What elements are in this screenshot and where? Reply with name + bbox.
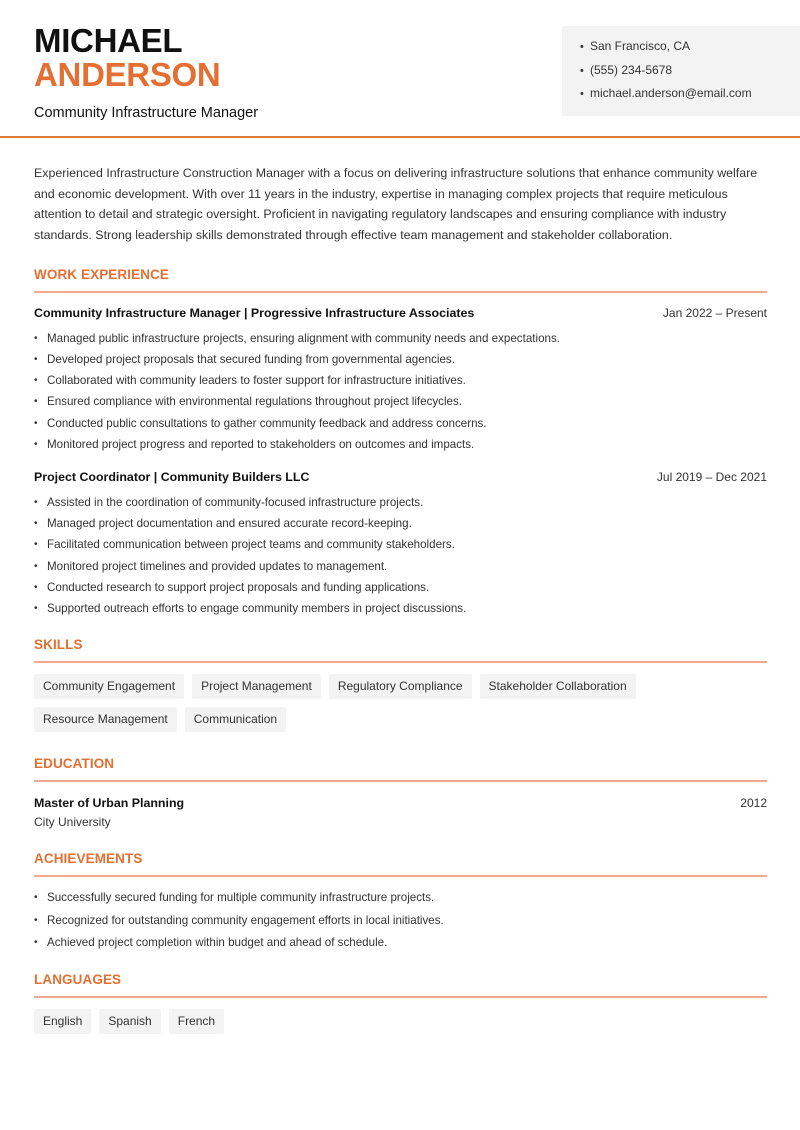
- list-item: [34, 601, 767, 622]
- bullet-text: Monitored project timelines and provided updates to management.: [47, 559, 388, 573]
- skills-tags: [34, 674, 767, 732]
- resume-content: [34, 163, 767, 1034]
- email-text: michael.anderson@email.com: [590, 86, 752, 100]
- list-item: [34, 373, 767, 394]
- section-title: LANGUAGES: [34, 972, 767, 998]
- resume-header: [0, 0, 800, 138]
- section-title: SKILLS: [34, 637, 767, 663]
- job-role: Community Infrastructure Manager | Progressive Infrastructure Associates: [34, 305, 475, 320]
- achievement-bullets: [34, 890, 767, 958]
- work-experience-section: [34, 267, 767, 622]
- bullet-icon: •: [34, 892, 38, 904]
- skill-tag: Community Engagement: [34, 674, 184, 699]
- bullet-icon: [580, 61, 590, 80]
- bullet-icon: •: [34, 417, 38, 429]
- list-item: [34, 537, 767, 558]
- education-entry: [34, 796, 767, 829]
- bullet-icon: •: [34, 602, 38, 614]
- bullet-icon: •: [34, 332, 38, 344]
- bullet-icon: •: [34, 496, 38, 508]
- school: City University: [34, 815, 111, 830]
- skill-tag: Communication: [185, 707, 286, 732]
- bullet-icon: •: [34, 581, 38, 593]
- graduation-year: 2012: [740, 796, 767, 811]
- bullet-icon: •: [34, 396, 38, 408]
- list-item: [34, 935, 767, 958]
- section-title: ACHIEVEMENTS: [34, 851, 767, 877]
- skill-tag: Regulatory Compliance: [329, 674, 472, 699]
- bullet-text: Managed public infrastructure projects, ensuring alignment with community needs and expectations.: [47, 331, 560, 345]
- last-name: ANDERSON: [34, 56, 221, 93]
- job-header: [34, 470, 767, 488]
- bullet-text: Recognized for outstanding community engagement efforts in local initiatives.: [47, 913, 444, 927]
- contact-location: [580, 37, 800, 61]
- bullet-icon: •: [34, 914, 38, 926]
- first-name: MICHAEL: [34, 22, 183, 59]
- list-item: [34, 890, 767, 913]
- skill-tag: Stakeholder Collaboration: [480, 674, 636, 699]
- bullet-icon: •: [34, 375, 38, 387]
- list-item: [34, 416, 767, 437]
- bullet-icon: [580, 37, 590, 56]
- phone-text: (555) 234-5678: [590, 62, 673, 77]
- bullet-text: Ensured compliance with environmental regulations throughout project lifecycles.: [47, 395, 463, 409]
- bullet-text: Developed project proposals that secured funding from governmental agencies.: [47, 353, 455, 366]
- bullet-text: Facilitated communication between project teams and community stakeholders.: [47, 538, 455, 552]
- summary: Experienced Infrastructure Construction Manager with a focus on delivering infrastructure solutions that enhance community welfare and economic development. With over 11 years in the industry, expertise in managing complex projects that require meticulous attention to detail and strategic oversight. Proficient in navigating regulatory landscapes and ensuring compliance with industry standards. Strong leadership skills demonstrated through effective team management and stakeholder collaboration.: [34, 166, 758, 243]
- job-bullets: [34, 331, 767, 458]
- contact-phone: [580, 61, 800, 85]
- job-dates: Jan 2022 – Present: [662, 305, 767, 320]
- contact-email: [580, 84, 800, 108]
- bullet-text: Achieved project completion within budget and ahead of schedule.: [47, 936, 388, 950]
- list-item: [34, 437, 767, 458]
- bullet-text: Managed project documentation and ensured accurate record-keeping.: [47, 517, 412, 531]
- education-section: [34, 756, 767, 829]
- list-item: [34, 580, 767, 601]
- job-dates: Jul 2019 – Dec 2021: [656, 469, 767, 484]
- list-item: [34, 516, 767, 537]
- bullet-text: Conducted public consultations to gather community feedback and address concerns.: [47, 416, 487, 430]
- job-entry: [34, 470, 767, 622]
- bullet-icon: •: [34, 937, 38, 949]
- bullet-text: Supported outreach efforts to engage community members in project discussions.: [47, 601, 467, 615]
- achievements-section: [34, 851, 767, 958]
- job-header: [34, 306, 767, 324]
- language-tag: Spanish: [99, 1009, 160, 1034]
- list-item: [34, 495, 767, 516]
- bullet-text: Successfully secured funding for multiple community infrastructure projects.: [47, 891, 435, 905]
- bullet-icon: •: [34, 354, 38, 365]
- section-title: WORK EXPERIENCE: [34, 267, 767, 293]
- bullet-icon: •: [34, 438, 38, 450]
- list-item: [34, 331, 767, 352]
- name-block: [34, 24, 258, 121]
- skills-section: [34, 637, 767, 732]
- bullet-icon: •: [34, 518, 38, 530]
- list-item: [34, 913, 767, 936]
- job-title: Community Infrastructure Manager: [34, 105, 259, 121]
- location-text: San Francisco, CA: [590, 39, 691, 53]
- degree: Master of Urban Planning: [34, 796, 185, 811]
- bullet-icon: [580, 84, 590, 103]
- language-tag: French: [169, 1009, 224, 1034]
- language-tag: English: [34, 1009, 91, 1034]
- bullet-text: Monitored project progress and reported to stakeholders on outcomes and impacts.: [47, 437, 475, 451]
- bullet-icon: •: [34, 539, 38, 551]
- bullet-text: Collaborated with community leaders to foster support for infrastructure initiatives.: [47, 374, 466, 388]
- job-entry: [34, 306, 767, 458]
- language-tags: [34, 1009, 767, 1034]
- bullet-text: Assisted in the coordination of community-focused infrastructure projects.: [47, 495, 424, 509]
- job-bullets: [34, 495, 767, 622]
- job-role: Project Coordinator | Community Builders LLC: [34, 469, 310, 484]
- bullet-text: Conducted research to support project proposals and funding applications.: [47, 580, 430, 594]
- skill-tag: Project Management: [192, 674, 321, 699]
- contact-box: [562, 26, 800, 116]
- section-title: EDUCATION: [34, 756, 767, 782]
- languages-section: [34, 972, 767, 1034]
- bullet-icon: •: [34, 560, 38, 572]
- list-item: [34, 394, 767, 415]
- list-item: [34, 559, 767, 580]
- skill-tag: Resource Management: [34, 707, 177, 732]
- education-header: [34, 796, 767, 810]
- list-item: [34, 352, 767, 373]
